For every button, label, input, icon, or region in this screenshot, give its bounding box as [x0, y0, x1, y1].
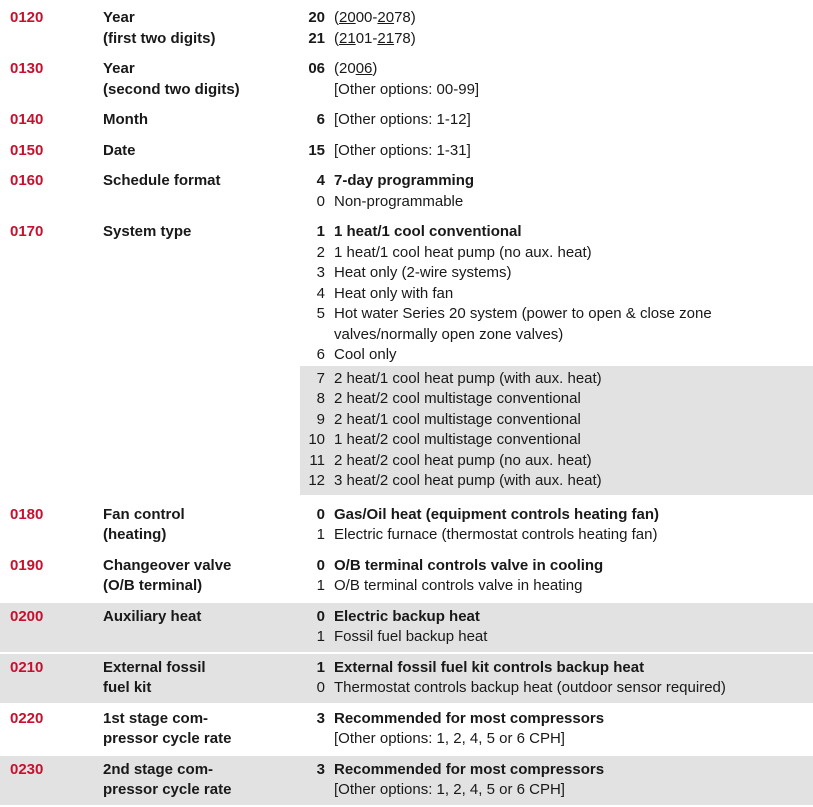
option-line: [300, 525, 805, 546]
option-list: [300, 505, 805, 546]
option-value: 0: [316, 607, 325, 625]
option-value: 8: [316, 390, 325, 407]
setup-name: [103, 760, 300, 801]
setup-row: [0, 756, 813, 805]
option-text: 2 heat/2 cool heat pump (no aux. heat): [334, 451, 592, 469]
option-line: [300, 760, 805, 781]
option-value: 11: [309, 451, 325, 469]
option-list: [300, 110, 805, 131]
setup-code: 0130: [10, 60, 44, 77]
option-line: [300, 627, 805, 648]
option-value: 1: [316, 658, 325, 676]
option-text: O/B terminal controls valve in heating: [334, 577, 583, 594]
option-line: [300, 505, 805, 526]
option-list: [300, 760, 805, 801]
option-line: [300, 607, 805, 628]
option-line: [300, 369, 805, 390]
setup-code: 0190: [10, 556, 44, 574]
setup-name-line: Year: [103, 9, 135, 26]
option-value: 7: [316, 369, 325, 387]
option-line: [300, 80, 805, 101]
underlined-digits: 21: [377, 29, 395, 47]
setup-row: [0, 654, 813, 703]
setup-row: [0, 167, 813, 216]
setup-row: [0, 603, 813, 652]
option-text: (2000-2078): [334, 9, 416, 26]
setup-code: 0150: [10, 141, 44, 159]
option-line: [300, 345, 805, 366]
option-line: [300, 430, 805, 451]
option-value: 5: [316, 305, 325, 322]
option-line: [300, 471, 805, 492]
option-line: [300, 658, 805, 679]
setup-row: [0, 705, 813, 754]
option-value: 20: [308, 9, 325, 26]
setup-row: [0, 501, 813, 550]
option-text: Non-programmable: [334, 192, 464, 210]
setup-code: 0120: [10, 9, 44, 26]
option-line: [300, 284, 805, 305]
option-line: [300, 171, 805, 192]
setup-row: [0, 4, 813, 53]
option-line: [300, 678, 805, 699]
option-text: Gas/Oil heat (equipment controls heating fan): [334, 505, 660, 523]
option-text: Fossil fuel backup heat: [334, 628, 488, 645]
setup-row: [0, 218, 813, 499]
setup-row: [0, 552, 813, 601]
option-text: [Other options: 1, 2, 4, 5 or 6 CPH]: [334, 730, 565, 747]
option-line: [300, 576, 805, 597]
option-line: [300, 8, 805, 29]
setup-code: 0220: [10, 709, 44, 727]
option-value: [300, 729, 325, 750]
setup-name-line: Fan control: [103, 505, 185, 523]
option-text: 1 heat/1 cool conventional: [334, 223, 522, 240]
option-list: [300, 607, 805, 648]
setup-code: 0160: [10, 172, 44, 189]
setup-row: [0, 137, 813, 166]
setup-name-line: System type: [103, 223, 192, 240]
setup-name: [103, 658, 300, 699]
setup-name-line: (heating): [103, 526, 167, 543]
option-text: Electric furnace (thermostat controls heating fan): [334, 526, 658, 543]
option-value: 0: [316, 556, 325, 574]
option-text: 1 heat/1 cool heat pump (no aux. heat): [334, 243, 592, 261]
setup-name: [103, 171, 300, 212]
underlined-digits: 21: [339, 29, 356, 47]
option-list: [300, 171, 805, 212]
setup-name-line: pressor cycle rate: [103, 781, 232, 798]
option-list: [300, 222, 805, 495]
setup-code: 0200: [10, 607, 44, 625]
option-line: [300, 389, 805, 410]
option-value: 1: [316, 223, 325, 240]
option-value: 3: [316, 760, 325, 778]
option-value: 3: [316, 709, 325, 727]
option-value: 3: [316, 264, 325, 281]
setup-name: [103, 505, 300, 546]
option-value: 9: [316, 410, 325, 428]
option-list: [300, 658, 805, 699]
setup-name: [103, 8, 300, 49]
option-value: 12: [308, 472, 325, 489]
option-value: [300, 80, 325, 101]
setup-name-line: External fossil: [103, 658, 206, 676]
setup-code: 0170: [10, 223, 44, 240]
option-value: 6: [316, 346, 325, 363]
setup-name-line: (second two digits): [103, 80, 240, 98]
option-line: [300, 709, 805, 730]
option-text: 7-day programming: [334, 172, 475, 189]
setup-name: [103, 59, 300, 100]
option-text: External fossil fuel kit controls backup heat: [334, 658, 645, 676]
option-line: [300, 29, 805, 50]
option-value: 4: [316, 284, 325, 302]
option-line: [300, 451, 805, 472]
option-text: 1 heat/2 cool multistage conventional: [334, 431, 581, 448]
option-value: [300, 780, 325, 801]
option-value: 1: [316, 526, 325, 543]
option-text: [Other options: 1, 2, 4, 5 or 6 CPH]: [334, 781, 565, 798]
setup-name: [103, 141, 300, 162]
option-line: [300, 243, 805, 264]
option-line: [300, 192, 805, 213]
option-line: [300, 110, 805, 131]
setup-code: 0180: [10, 505, 44, 523]
underlined-digits: 20: [339, 9, 356, 26]
option-value: 6: [316, 111, 325, 128]
option-text: Recommended for most compressors: [334, 760, 605, 778]
option-line: [300, 59, 805, 80]
setup-code: 0230: [10, 760, 44, 778]
option-value: 1: [316, 628, 325, 645]
setup-name: [103, 222, 300, 495]
underlined-digits: 20: [377, 9, 395, 26]
option-line: [300, 410, 805, 431]
option-text: 2 heat/1 cool multistage conventional: [334, 410, 581, 428]
option-text: Hot water Series 20 system (power to open & close zone valves/normally open zone valves): [334, 305, 712, 343]
setup-name-line: Schedule format: [103, 172, 221, 189]
option-value: 4: [316, 172, 325, 189]
underlined-digits: 06: [355, 60, 373, 77]
setup-name: [103, 607, 300, 648]
setup-name-line: Month: [103, 111, 148, 128]
setup-row: [0, 55, 813, 104]
setup-code: 0140: [10, 111, 44, 128]
setup-name-line: Date: [103, 141, 136, 159]
setup-name-line: 2nd stage com-: [103, 760, 214, 778]
option-text: (2006): [334, 60, 378, 77]
option-value: 0: [316, 679, 325, 696]
option-line: [300, 304, 805, 345]
option-text: Recommended for most compressors: [334, 709, 605, 727]
option-line: [300, 556, 805, 577]
option-line: [300, 263, 805, 284]
setup-name-line: Auxiliary heat: [103, 607, 202, 625]
option-list: [300, 556, 805, 597]
option-line: [300, 222, 805, 243]
setup-name-line: 1st stage com-: [103, 709, 209, 727]
option-value: 10: [308, 431, 325, 448]
option-line: [300, 780, 805, 801]
option-text: 3 heat/2 cool heat pump (with aux. heat): [334, 472, 602, 489]
option-list: [300, 709, 805, 750]
setup-name-line: (O/B terminal): [103, 577, 203, 594]
option-text: [Other options: 1-12]: [334, 111, 471, 128]
option-line: [300, 141, 805, 162]
option-text: Heat only (2-wire systems): [334, 264, 512, 281]
option-text: Heat only with fan: [334, 284, 454, 302]
option-text: 2 heat/1 cool heat pump (with aux. heat): [334, 369, 602, 387]
setup-name: [103, 110, 300, 131]
option-shaded-group: [300, 366, 813, 495]
option-text: Thermostat controls backup heat (outdoor sensor required): [334, 679, 726, 696]
option-text: (2101-2178): [334, 29, 416, 47]
option-text: Cool only: [334, 346, 397, 363]
setup-name-line: Year: [103, 60, 135, 77]
option-list: [300, 8, 805, 49]
option-list: [300, 141, 805, 162]
setup-name-line: fuel kit: [103, 679, 152, 696]
option-value: 15: [308, 141, 325, 159]
option-line: [300, 729, 805, 750]
option-value: 0: [316, 505, 325, 523]
option-text: [Other options: 1-31]: [334, 141, 471, 159]
setup-name-line: pressor cycle rate: [103, 730, 232, 747]
option-text: 2 heat/2 cool multistage conventional: [334, 390, 581, 407]
setup-row: [0, 106, 813, 135]
option-value: 2: [316, 243, 325, 261]
setup-name-line: (first two digits): [103, 29, 216, 47]
option-value: 06: [308, 60, 325, 77]
option-value: 1: [316, 577, 325, 594]
option-text: [Other options: 00-99]: [334, 80, 480, 98]
option-value: 0: [316, 192, 325, 210]
setup-name: [103, 556, 300, 597]
option-list: [300, 59, 805, 100]
setup-name: [103, 709, 300, 750]
option-text: Electric backup heat: [334, 607, 480, 625]
option-text: O/B terminal controls valve in cooling: [334, 556, 604, 574]
setup-name-line: Changeover valve: [103, 556, 232, 574]
setup-code: 0210: [10, 658, 44, 676]
option-value: 21: [308, 29, 325, 47]
